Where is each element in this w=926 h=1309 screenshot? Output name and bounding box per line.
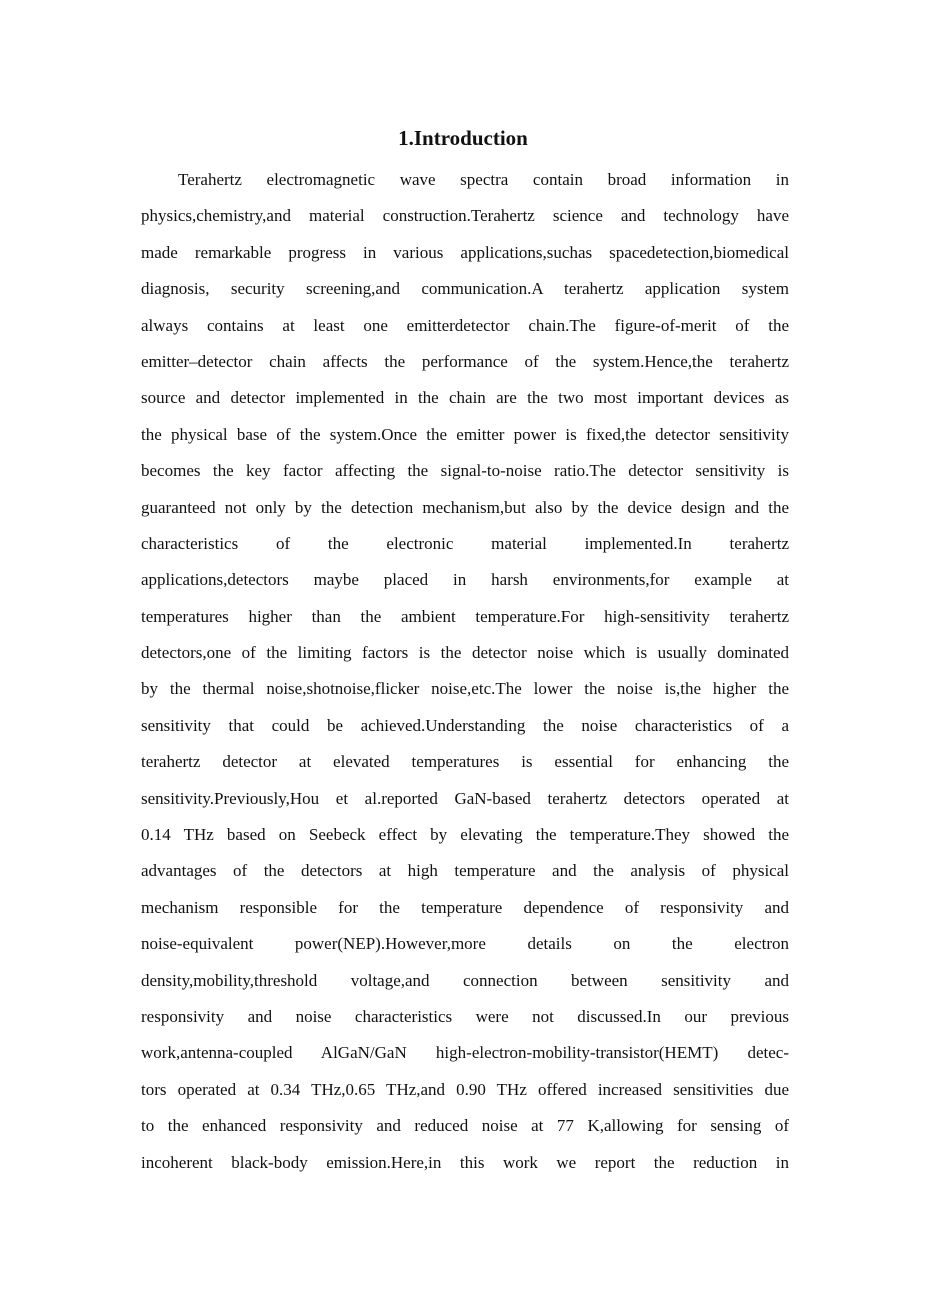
paragraph-line: Terahertz electromagnetic wave spectra contain broad information in xyxy=(178,170,789,189)
section-title: 1.Introduction xyxy=(398,126,528,150)
paragraph-line: emitter–detector chain affects the performance of the system.Hence,the terahertz xyxy=(141,351,789,371)
paragraph-line: detectors,one of the limiting factors is the detector noise which is usually dominated xyxy=(141,643,789,663)
paragraph-line: work,antenna-coupled AlGaN/GaN high-electron-mobility-transistor(HEMT) detec- xyxy=(141,1043,789,1063)
paragraph-line: noise-equivalent power(NEP).However,more details on the electron xyxy=(141,934,789,954)
paragraph-line: responsivity and noise characteristics were not discussed.In our previous xyxy=(141,1006,789,1026)
paragraph-line: 0.14 THz based on Seebeck effect by elevating the temperature.They showed the xyxy=(141,825,789,845)
paragraph-line: advantages of the detectors at high temperature and the analysis of physical xyxy=(141,861,789,881)
paragraph-line: guaranteed not only by the detection mechanism,but also by the device design and the xyxy=(141,497,789,517)
paragraph-line: always contains at least one emitterdetector chain.The figure-of-merit of the xyxy=(141,315,789,335)
paragraph-line: becomes the key factor affecting the signal-to-noise ratio.The detector sensitivity is xyxy=(141,461,789,481)
paragraph-line: terahertz detector at elevated temperatures is essential for enhancing the xyxy=(141,752,789,772)
paragraph-line: density,mobility,threshold voltage,and connection between sensitivity and xyxy=(141,970,789,990)
paragraph-line: applications,detectors maybe placed in harsh environments,for example at xyxy=(141,570,789,590)
paragraph-line: to the enhanced responsivity and reduced noise at 77 K,allowing for sensing of xyxy=(141,1116,789,1136)
paragraph-line: sensitivity that could be achieved.Understanding the noise characteristics of a xyxy=(141,715,789,735)
paragraph-line: the physical base of the system.Once the emitter power is fixed,the detector sensitivity xyxy=(141,424,789,444)
paragraph-line: mechanism responsible for the temperature dependence of responsivity and xyxy=(141,897,789,917)
paragraph-line: by the thermal noise,shotnoise,flicker noise,etc.The lower the noise is,the higher the xyxy=(141,679,789,699)
paragraph-line: sensitivity.Previously,Hou et al.reported GaN-based terahertz detectors operated at xyxy=(141,788,789,808)
paragraph-line: temperatures higher than the ambient temperature.For high-sensitivity terahertz xyxy=(141,606,789,626)
paragraph-line: source and detector implemented in the chain are the two most important devices as xyxy=(141,388,789,408)
paragraph-line: incoherent black-body emission.Here,in this work we report the reduction in xyxy=(141,1152,789,1172)
paragraph-line: characteristics of the electronic material implemented.In terahertz xyxy=(141,533,789,553)
paragraph-line: physics,chemistry,and material construction.Terahertz science and technology have xyxy=(141,206,789,226)
paragraph-line: tors operated at 0.34 THz,0.65 THz,and 0.90 THz offered increased sensitivities due xyxy=(141,1079,789,1099)
paragraph-line: diagnosis, security screening,and communication.A terahertz application system xyxy=(141,279,789,299)
introduction-paragraph xyxy=(141,165,789,1184)
paragraph-line: made remarkable progress in various applications,suchas spacedetection,biomedical xyxy=(141,242,789,262)
